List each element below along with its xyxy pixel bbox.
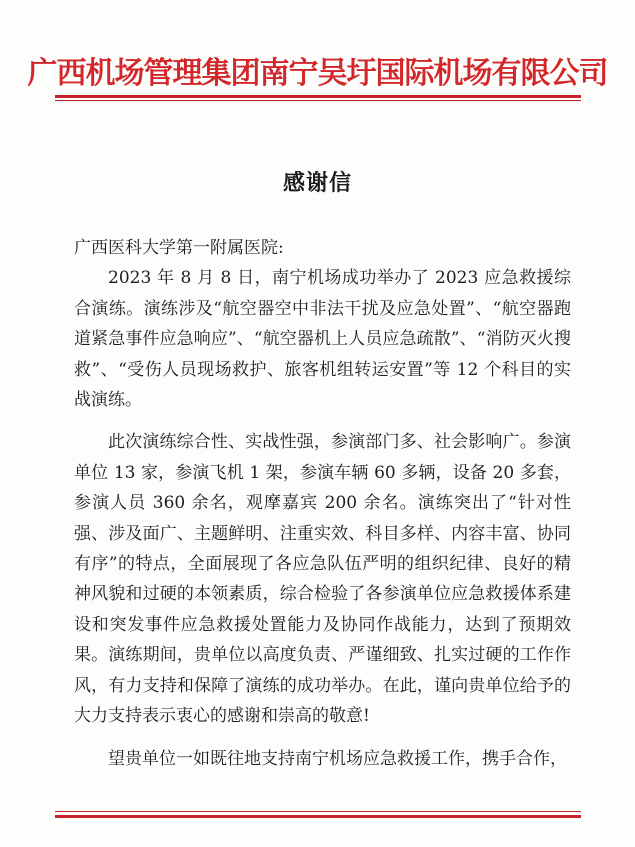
letter-paragraph-1: 2023 年 8 月 8 日，南宁机场成功举办了 2023 应急救援综合演练。演练涉及“航空器空中非法干扰及应急处置”、“航空器跑道紧急事件应急响应”、“航空器机上人员应急疏散”、“消防灭火搜救”、“受伤人员现场救护、旅客机组转运安置”等 12 个科目的实战演练。 xyxy=(74,268,571,411)
letter-paragraph-3: 望贵单位一如既往地支持南宁机场应急救援工作，携手合作， xyxy=(108,748,567,769)
footer-rule-thick xyxy=(55,815,581,818)
footer-rule-thin xyxy=(55,811,581,812)
letter-salutation: 广西医科大学第一附属医院: xyxy=(74,238,284,258)
letterhead-rule-thick xyxy=(55,95,581,98)
letter-title: 感谢信 xyxy=(282,170,352,196)
letter-paragraph-2: 此次演练综合性、实战性强，参演部门多、社会影响广。参演单位 13 家，参演飞机 1 架，参演车辆 60 多辆，设备 20 多套，参演人员 360 余名，观摩嘉宾 200 余名。演练突出了“针对性强、涉及面广、主题鲜明、注重实效、科目多样、内容丰富、协同有序”的特点，全面展现了各应急队伍严明的组织纪律、良好的精神风貌和过硬的本领素质，综合检验了各参演单位应急救援体系建设和突发事件应急救援处置能力及协同作战能力，达到了预期效果。演练期间，贵单位以高度负责、严谨细致、扎实过硬的工作作风，有力支持和保障了演练的成功举办。在此，谨向贵单位给予的大力支持表示衷心的感谢和崇高的敬意! xyxy=(74,432,571,727)
letterhead-org-name: 广西机场管理集团南宁吴圩国际机场有限公司 xyxy=(27,56,608,91)
letterhead-rule-thin xyxy=(55,100,581,101)
letter-body xyxy=(74,233,571,774)
